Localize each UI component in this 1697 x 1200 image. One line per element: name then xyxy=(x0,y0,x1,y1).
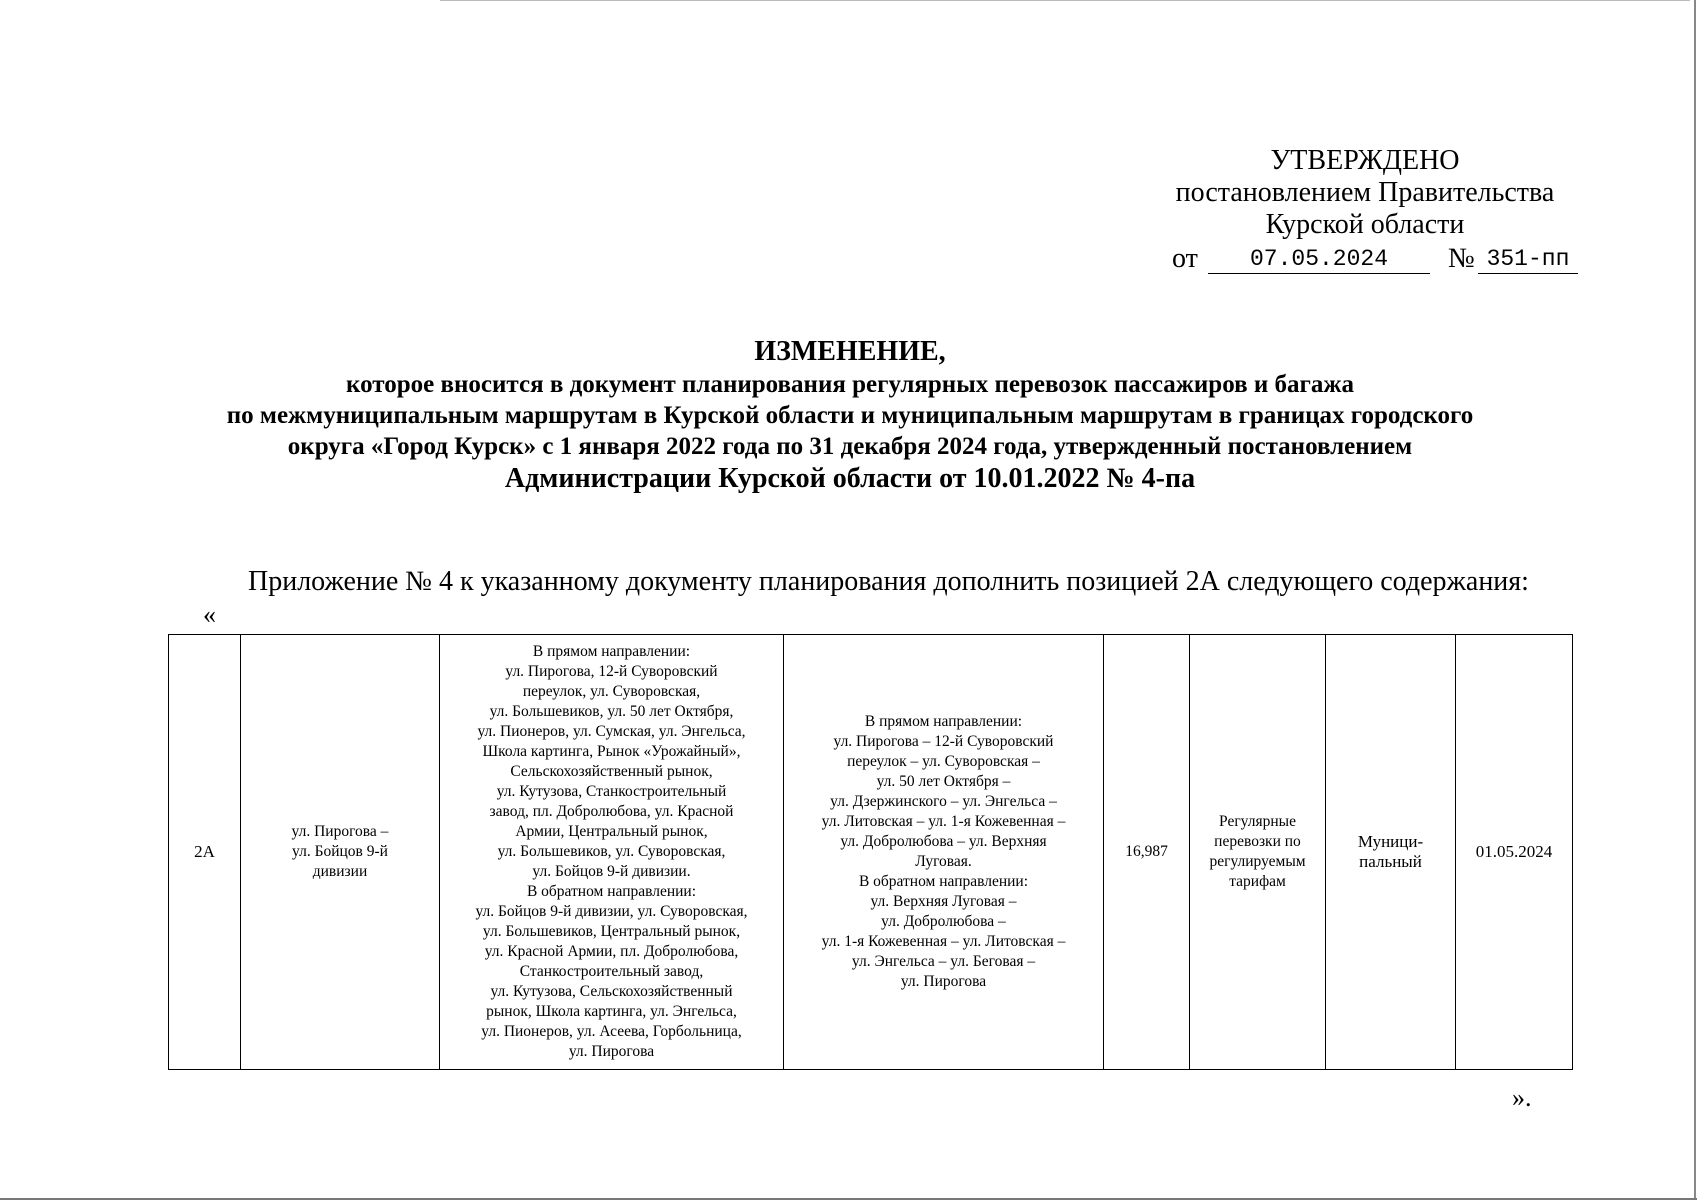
stops-backward-list: ул. Бойцов 9-й дивизии, ул. Суворовская, ул. Большевиков, Центральный рынок, ул. Красной Армии, пл. Добролюбова, Станкостроительный завод, ул. Кутузова, Сельскохозяйственный рынок, Школа картинга, ул. Энгельса, ул. Пионеров, ул. Асеева, Горбольница, ул. Пирогова xyxy=(475,903,748,1060)
table-row xyxy=(169,635,1573,1070)
document-heading xyxy=(150,335,1550,496)
streets-backward-title: В обратном направлении: xyxy=(858,873,1029,890)
date-value: 07.05.2024 xyxy=(1208,245,1430,274)
heading-line-1: которое вносится в документ планирования регулярных перевозок пассажиров и багажа xyxy=(346,371,1354,398)
date-label: от xyxy=(1172,243,1198,274)
stops-forward-title: В прямом направлении: xyxy=(532,643,691,660)
streets-forward-title: В прямом направлении: xyxy=(864,713,1023,730)
approval-title: УТВЕРЖДЕНО xyxy=(1270,145,1460,176)
route-table xyxy=(168,634,1573,1070)
scan-bottom-edge xyxy=(0,1198,1697,1200)
heading-line-2: по межмуниципальным маршрутам в Курской области и муниципальным маршрутам в границах городского xyxy=(226,402,1474,429)
route-name: ул. Пирогова – ул. Бойцов 9-й дивизии xyxy=(291,823,389,880)
heading-line-4: Администрации Курской области от 10.01.2022 № 4-па xyxy=(504,463,1196,494)
route-number: 2А xyxy=(194,842,215,861)
start-date: 01.05.2024 xyxy=(1475,842,1553,861)
quote-open: « xyxy=(203,600,216,629)
scan-right-edge xyxy=(1694,0,1696,1200)
scan-top-edge xyxy=(440,0,1690,1)
route-length: 16,987 xyxy=(1125,843,1168,860)
number-value: 351-пп xyxy=(1478,245,1578,274)
stops-backward-title: В обратном направлении: xyxy=(526,883,697,900)
start-date-cell xyxy=(1456,635,1573,1070)
approval-line-region: Курской области xyxy=(1265,209,1465,240)
intro-paragraph: Приложение № 4 к указанному документу планирования дополнить позицией 2А следующего содержания: xyxy=(248,566,1529,597)
approval-line-resolution: постановлением Правительства xyxy=(1175,177,1555,208)
streets-forward-list: ул. Пирогова – 12-й Суворовский переулок – ул. Суворовская – ул. 50 лет Октября – ул. Дзержинского – ул. Энгельса – ул. Литовская – ул. 1-я Кожевенная – ул. Добролюбова – ул. Верхняя Луговая. xyxy=(821,733,1066,870)
transport-type-cell xyxy=(1190,635,1326,1070)
transport-type: Регулярные перевозки по регулируемым тарифам xyxy=(1209,813,1306,890)
number-label: № xyxy=(1448,243,1475,274)
route-stops-cell xyxy=(440,635,784,1070)
route-length-cell xyxy=(1104,635,1190,1070)
streets-backward-list: ул. Верхняя Луговая – ул. Добролюбова – ул. 1-я Кожевенная – ул. Литовская – ул. Энгельса – ул. Беговая – ул. Пирогова xyxy=(821,893,1066,990)
carrier-type: Муници- пальный xyxy=(1357,832,1424,871)
heading-title: ИЗМЕНЕНИЕ, xyxy=(754,336,946,367)
carrier-type-cell xyxy=(1326,635,1456,1070)
quote-close: ». xyxy=(1512,1083,1532,1112)
route-streets-cell xyxy=(784,635,1104,1070)
route-name-cell xyxy=(241,635,440,1070)
heading-line-3: округа «Город Курск» с 1 января 2022 года по 31 декабря 2024 года, утвержденный постановлением xyxy=(287,433,1413,460)
approval-stamp xyxy=(1150,145,1580,241)
stops-forward-list: ул. Пирогова, 12-й Суворовский переулок, ул. Суворовская, ул. Большевиков, ул. 50 лет Октября, ул. Пионеров, ул. Сумская, ул. Энгельса, Школа картинга, Рынок «Урожайный», Сельскохозяйственный рынок, ул. Кутузова, Станкостроительный завод, пл. Добролюбова, ул. Красной Армии, Центральный рынок, ул. Большевиков, ул. Суворовская, ул. Бойцов 9-й дивизии. xyxy=(477,663,746,880)
approval-date-number xyxy=(1172,243,1592,277)
route-number-cell xyxy=(169,635,241,1070)
